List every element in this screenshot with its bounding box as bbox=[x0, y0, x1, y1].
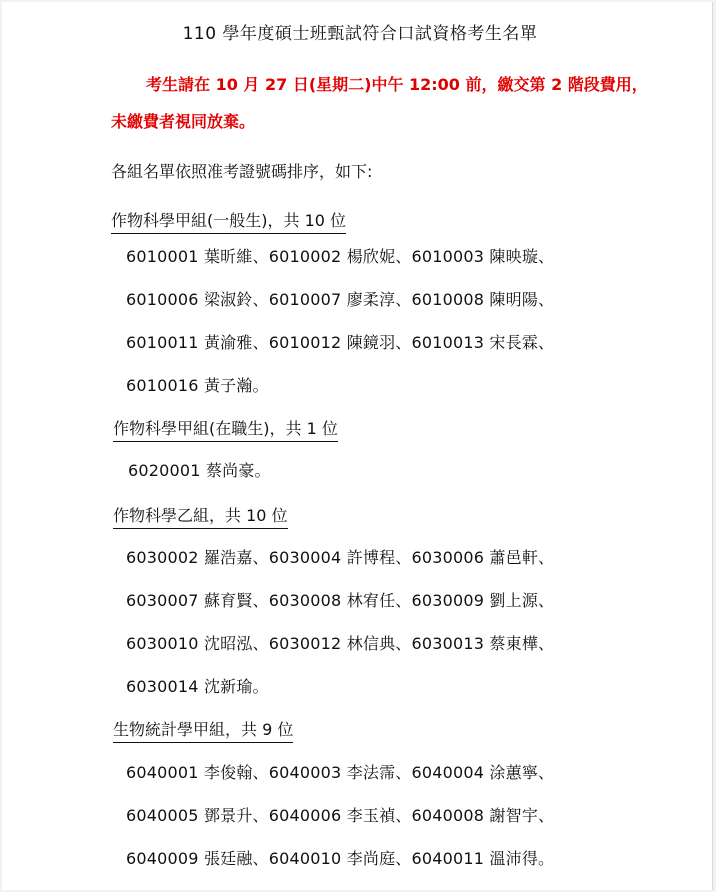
list-item: 6010001 葉昕維、6010002 楊欣妮、6010003 陳映璇、 bbox=[126, 247, 555, 266]
group-heading-biostatistics-a: 生物統計學甲組，共 9 位 bbox=[113, 719, 293, 743]
list-item: 6040005 鄧景升、6040006 李玉禎、6040008 謝智宇、 bbox=[126, 806, 555, 825]
list-item: 6030007 蘇育賢、6030008 林宥任、6030009 劉上源、 bbox=[126, 591, 555, 610]
list-item: 6030002 羅浩嘉、6030004 許博程、6030006 蕭邑軒、 bbox=[126, 548, 555, 567]
list-item: 6010016 黃子瀚。 bbox=[126, 376, 269, 395]
group-heading-crop-science-a-general: 作物科學甲組(一般生)，共 10 位 bbox=[111, 210, 346, 234]
group-heading-crop-science-b: 作物科學乙組，共 10 位 bbox=[113, 505, 288, 529]
list-intro: 各組名單依照准考證號碼排序，如下: bbox=[111, 162, 373, 181]
list-item: 6010011 黃渝雅、6010012 陳鏡羽、6010013 宋長霖、 bbox=[126, 333, 555, 352]
list-item: 6030010 沈昭泓、6030012 林信典、6030013 蔡東樺、 bbox=[126, 634, 555, 653]
list-item: 6010006 梁淑鈴、6010007 廖柔淳、6010008 陳明陽、 bbox=[126, 290, 555, 309]
group-heading-crop-science-a-employed: 作物科學甲組(在職生)，共 1 位 bbox=[113, 418, 338, 442]
payment-notice-line-2: 未繳費者視同放棄。 bbox=[111, 112, 256, 131]
list-item: 6020001 蔡尚豪。 bbox=[128, 461, 271, 480]
list-item: 6030014 沈新瑜。 bbox=[126, 677, 269, 696]
list-item: 6040001 李俊翰、6040003 李法霈、6040004 涂蕙寧、 bbox=[126, 763, 555, 782]
list-item: 6040009 張廷融、6040010 李尚庭、6040011 溫沛得。 bbox=[126, 849, 555, 868]
payment-notice-line-1: 考生請在 10 月 27 日(星期二)中午 12:00 前，繳交第 2 階段費用， bbox=[146, 75, 648, 94]
document-title: 110 學年度碩士班甄試符合口試資格考生名單 bbox=[182, 24, 538, 44]
document-page bbox=[2, 2, 713, 890]
